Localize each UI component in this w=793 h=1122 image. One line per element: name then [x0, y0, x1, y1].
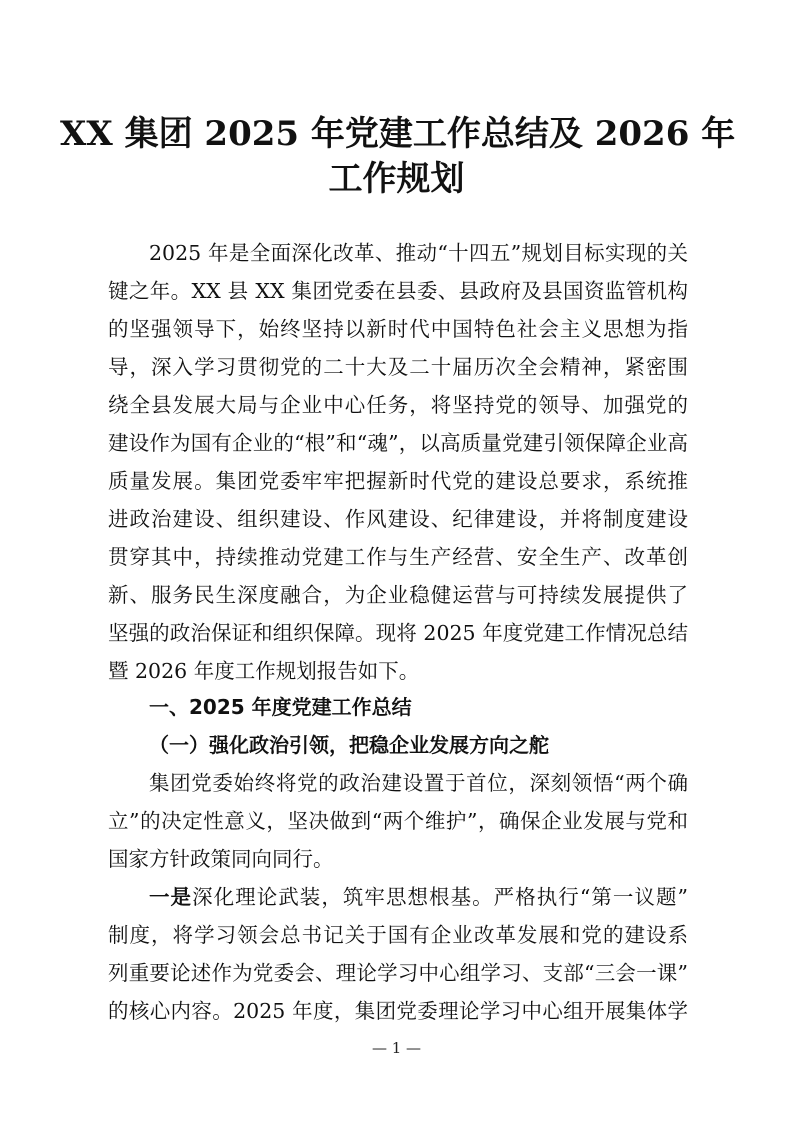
text-line: 国家方针政策同向同行。: [108, 847, 334, 871]
para-lead: 一是: [149, 885, 193, 909]
text-line: 坚强的政治保证和组织保障。现将 2025 年度党建工作情况总结: [108, 621, 688, 645]
text-line: 暨 2026 年度工作规划报告如下。: [108, 659, 420, 683]
text-line: 贯穿其中，持续推动党建工作与生产经营、安全生产、改革创: [108, 545, 688, 569]
subsection-heading: （一）强化政治引领，把稳企业发展方向之舵: [149, 733, 549, 757]
document-title-line-2: 工作规划: [328, 159, 465, 199]
text-line: 建设作为国有企业的“根”和“魂”，以高质量党建引领保障企业高: [108, 431, 688, 455]
text-line: 绕全县发展大局与企业中心任务，将坚持党的领导、加强党的: [108, 393, 688, 417]
text-line: 的坚强领导下，始终坚持以新时代中国特色社会主义思想为指: [108, 317, 688, 341]
para-text: 深化理论武装，筑牢思想根基。严格执行“第一议题”: [192, 885, 689, 909]
text-line: 键之年。XX 县 XX 集团党委在县委、县政府及县国资监管机构: [108, 279, 688, 303]
section-heading: 一、2025 年度党建工作总结: [149, 695, 412, 719]
text-line: 的核心内容。2025 年度，集团党委理论学习中心组开展集体学: [108, 999, 688, 1023]
text-line: 列重要论述作为党委会、理论学习中心组学习、支部“三会一课”: [108, 961, 688, 985]
page-number: — 1 —: [371, 1039, 422, 1057]
text-line: 导，深入学习贯彻党的二十大及二十届历次全会精神，紧密围: [108, 355, 688, 379]
text-line: 集团党委始终将党的政治建设置于首位，深刻领悟“两个确: [149, 771, 688, 795]
text-line: 进政治建设、组织建设、作风建设、纪律建设，并将制度建设: [108, 507, 688, 531]
text-line: 制度，将学习领会总书记关于国有企业改革发展和党的建设系: [108, 923, 688, 947]
text-line: 2025 年是全面深化改革、推动“十四五”规划目标实现的关: [149, 241, 688, 265]
document-title-line-1: XX 集团 2025 年党建工作总结及 2026 年: [60, 114, 736, 154]
text-line: 新、服务民生深度融合，为企业稳健运营与可持续发展提供了: [108, 583, 688, 607]
text-line: 质量发展。集团党委牢牢把握新时代党的建设总要求，系统推: [108, 469, 688, 493]
text-line: [149, 887, 688, 908]
text-line: 立”的决定性意义，坚决做到“两个维护”，确保企业发展与党和: [108, 809, 688, 833]
